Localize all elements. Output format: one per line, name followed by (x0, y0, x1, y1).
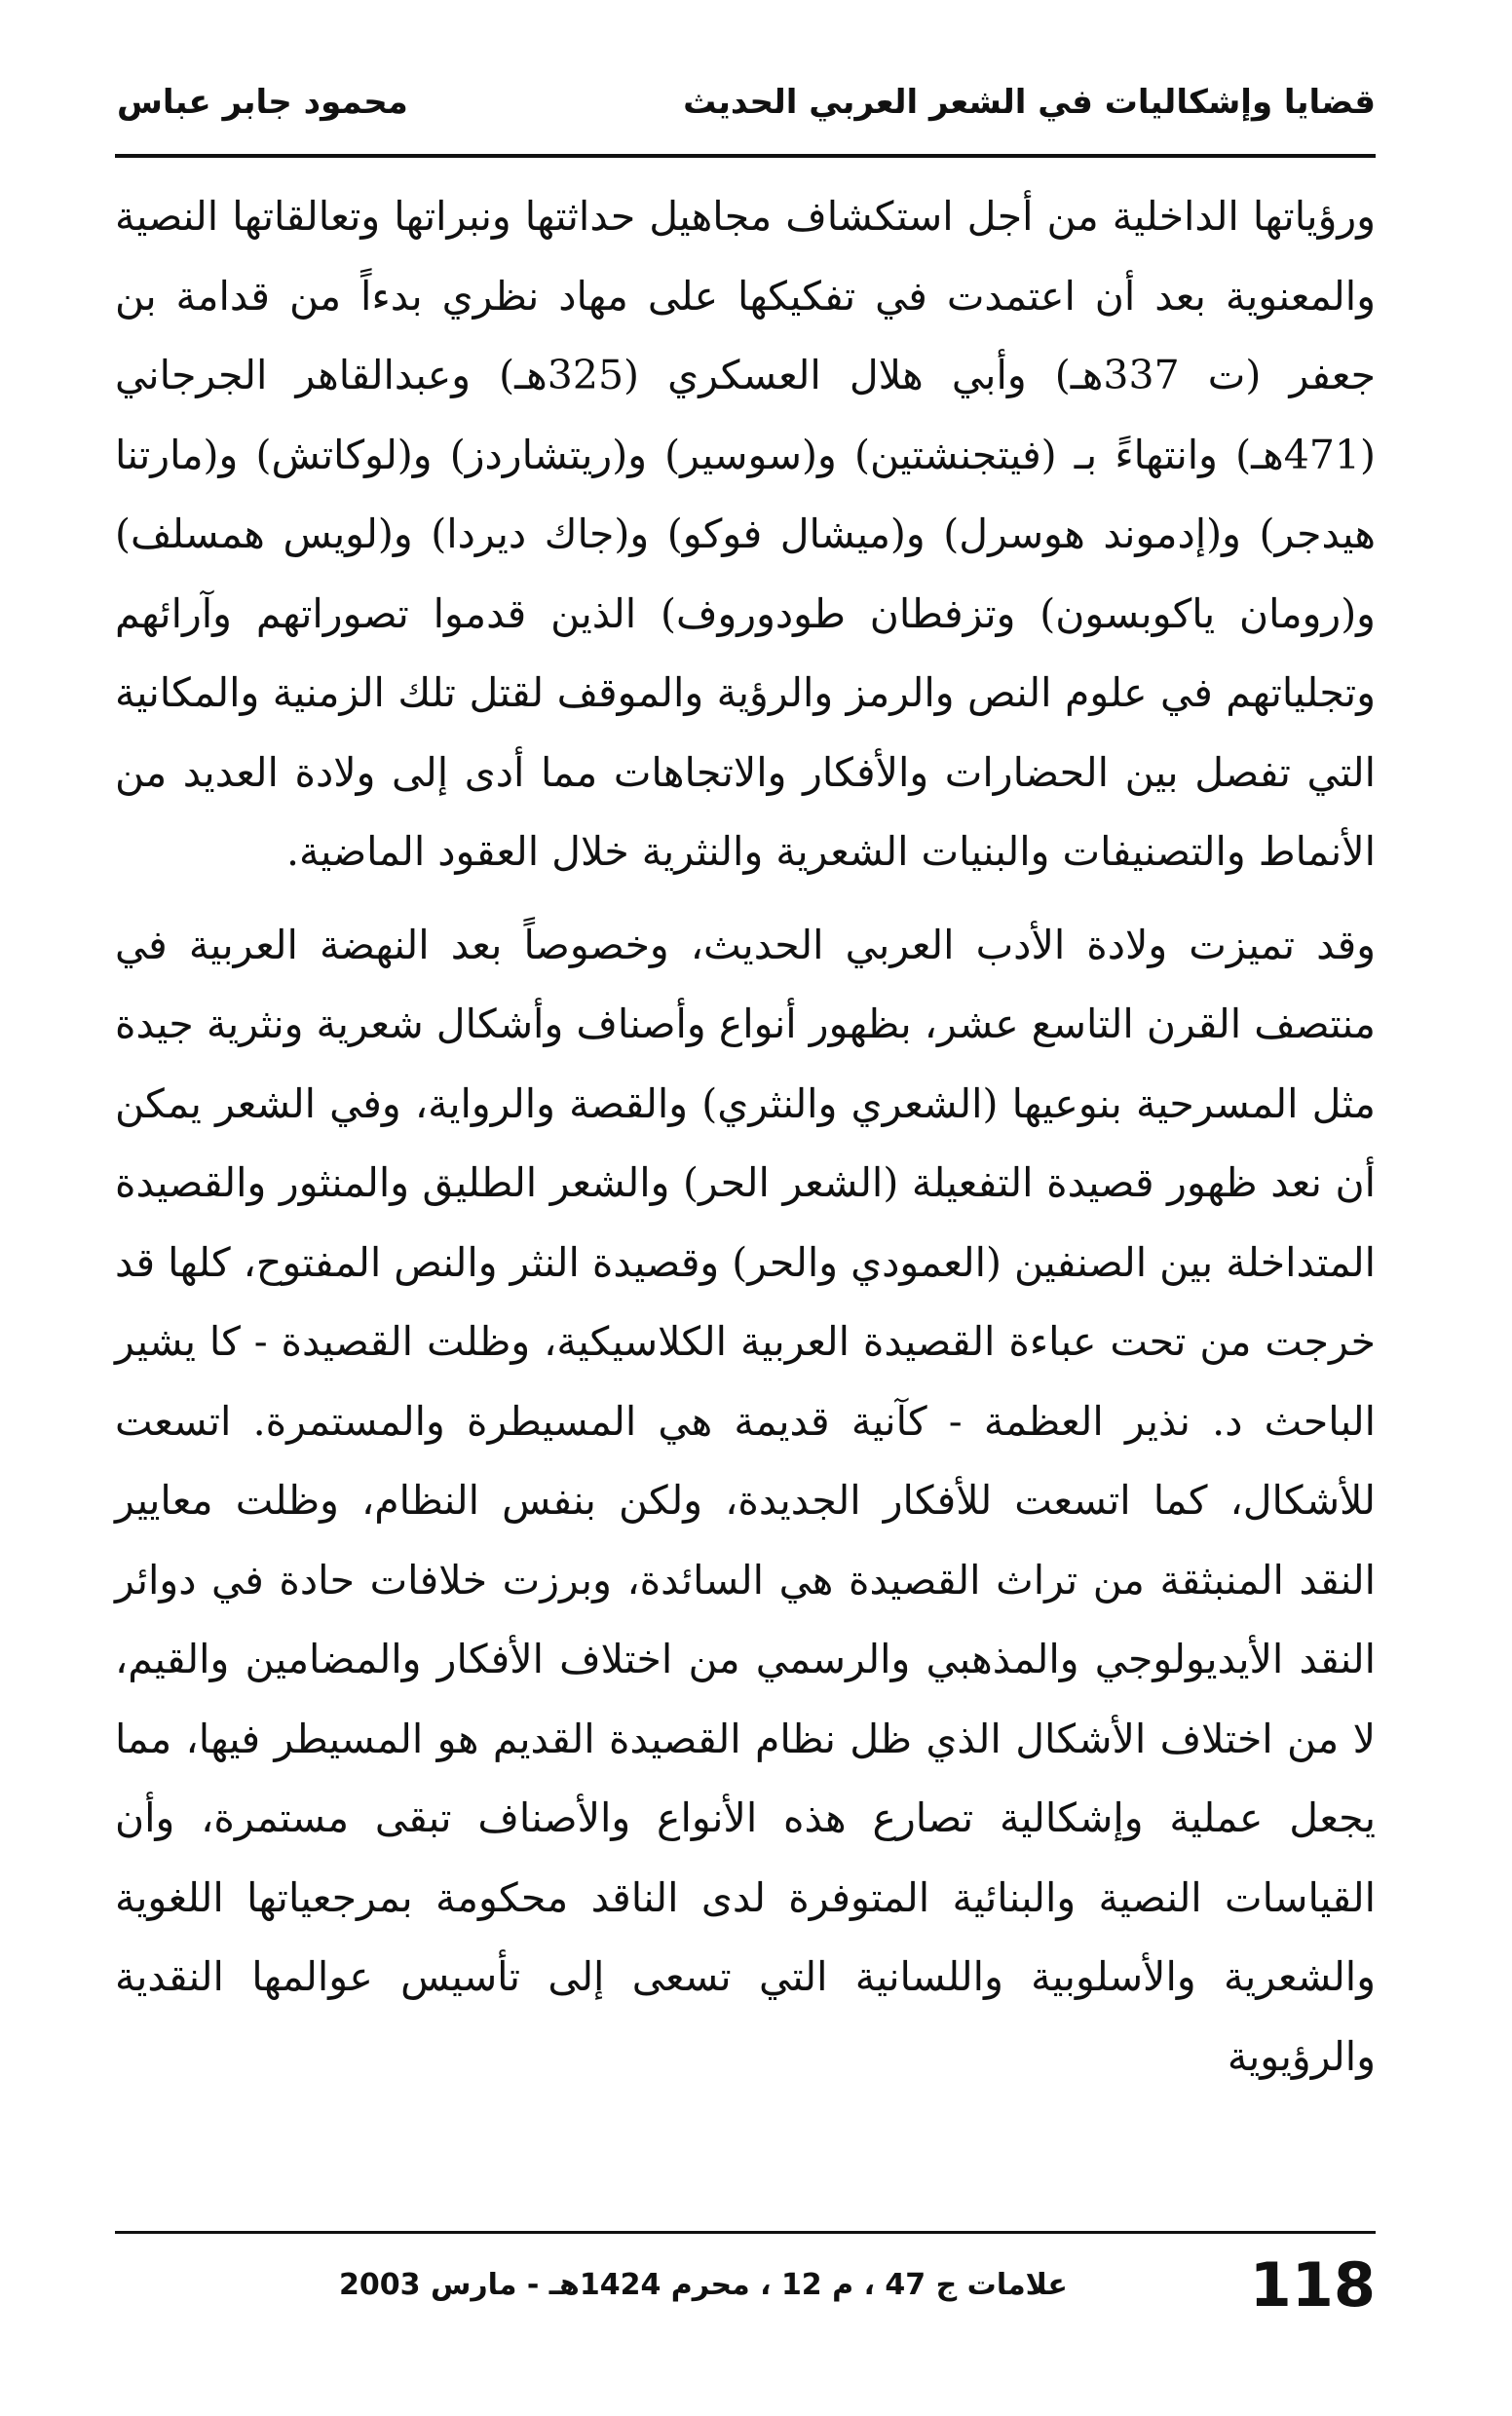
header-divider (115, 154, 1376, 158)
page-number: 118 (1249, 2248, 1376, 2321)
body-text (115, 177, 1376, 2096)
book-title: قضايا وإشكاليات في الشعر العربي الحديث (683, 83, 1376, 122)
page-footer (115, 2241, 1376, 2328)
paragraph-1: ورؤياتها الداخلية من أجل استكشاف مجاهيل حداثتها ونبراتها وتعالقاتها النصية والمعنوية بعد أن اعتمدت في تفكيكها على مهاد نظري بدءاً من قدامة بن جعفر (ت 337هـ) وأبي هلال العسكري (325هـ) وعبدالقاهر الجرجاني (471هـ) وانتهاءً بـ (فيتجنشتين) و(سوسير) و(ريتشاردز) و(لوكاتش) و(مارتنا هيدجر) و(إدموند هوسرل) و(ميشال فوكو) و(جاك ديردا) و(لويس همسلف) و(رومان ياكوبسون) وتزفطان طودوروف) الذين قدموا تصوراتهم وآرائهم وتجلياتهم في علوم النص والرمز والرؤية والموقف لقتل تلك الزمنية والمكانية التي تفصل بين الحضارات والأفكار والاتجاهات مما أدى إلى ولادة العديد من الأنماط والتصنيفات والبنيات الشعرية والنثرية خلال العقود الماضية. (115, 193, 1376, 875)
footer-divider (115, 2231, 1376, 2234)
running-header (117, 54, 1376, 151)
journal-info: علامات ج 47 ، م 12 ، محرم 1424هـ - مارس 2003 (339, 2267, 1068, 2302)
paragraph-2: وقد تميزت ولادة الأدب العربي الحديث، وخصوصاً بعد النهضة العربية في منتصف القرن التاسع عشر، بظهور أنواع وأصناف وأشكال شعرية ونثرية جيدة مثل المسرحية بنوعيها (الشعري والنثري) والقصة والرواية، وفي الشعر يمكن أن نعد ظهور قصيدة التفعيلة (الشعر الحر) والشعر الطليق والمنثور والقصيدة المتداخلة بين الصنفين (العمودي والحر) وقصيدة النثر والنص المفتوح، كلها قد خرجت من تحت عباءة القصيدة العربية الكلاسيكية، وظلت القصيدة - كا يشير الباحث د. نذير العظمة - كآنية قديمة هي المسيطرة والمستمرة. اتسعت للأشكال، كما اتسعت للأفكار الجديدة، ولكن بنفس النظام، وظلت معايير النقد المنبثقة من تراث القصيدة هي السائدة، وبرزت خلافات حادة في دوائر النقد الأيديولوجي والمذهبي والرسمي من اختلاف الأفكار والمضامين والقيم، لا من اختلاف الأشكال الذي ظل نظام القصيدة القديم هو المسيطر فيها، مما يجعل عملية وإشكالية تصارع هذه الأنواع والأصناف تبقى مستمرة، وأن القياسات النصية والبنائية المتوفرة لدى الناقد محكومة بمرجعياتها اللغوية والشعرية والأسلوبية واللسانية التي تسعى إلى تأسيس عوالمها النقدية والرؤيوية (115, 921, 1377, 2080)
author-name: محمود جابر عباس (117, 83, 408, 122)
